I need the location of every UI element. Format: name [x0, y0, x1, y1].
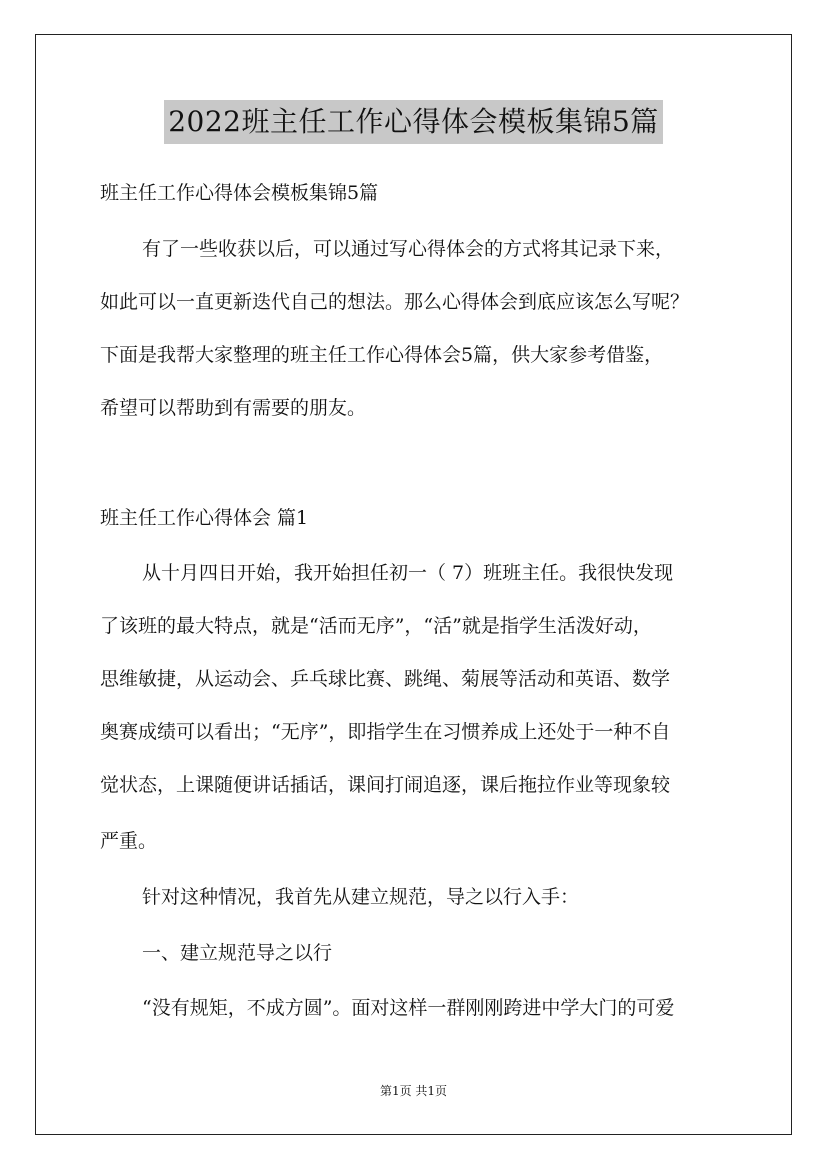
intro-line-4: 希望可以帮助到有需要的朋友。 [100, 397, 367, 419]
section1-heading: 班主任工作心得体会 篇1 [100, 507, 309, 529]
section1-p1-line-4: 奥赛成绩可以看出；“无序”，即指学生在习惯养成上还处于一种不自 [100, 721, 671, 743]
intro-line-2: 如此可以一直更新迭代自己的想法。那么心得体会到底应该怎么写呢？ [100, 291, 690, 313]
section1-p1-line-5: 觉状态，上课随便讲话插话，课间打闹追逐，课后拖拉作业等现象较 [100, 774, 671, 796]
section1-point-1: 一、建立规范导之以行 [142, 942, 333, 964]
document-title-wrapper [0, 100, 827, 144]
section1-p1-line-1: 从十月四日开始，我开始担任初一（ 7）班班主任。我很快发现 [142, 562, 674, 584]
intro-line-1: 有了一些收获以后，可以通过写心得体会的方式将其记录下来， [142, 238, 675, 260]
intro-line-3: 下面是我帮大家整理的班主任工作心得体会5篇，供大家参考借鉴， [100, 344, 664, 366]
section1-p3-line-1: “没有规矩，不成方圆”。面对这样一群刚刚跨进中学大门的可爱 [142, 997, 675, 1019]
section1-p2-line-1: 针对这种情况，我首先从建立规范，导之以行入手： [142, 886, 580, 908]
document-subtitle: 班主任工作心得体会模板集锦5篇 [100, 182, 379, 204]
document-title: 2022班主任工作心得体会模板集锦5篇 [164, 100, 663, 144]
section1-p1-line-6: 严重。 [100, 830, 158, 852]
section1-p1-line-2: 了该班的最大特点，就是“活而无序”，“活”就是指学生活泼好动， [100, 615, 652, 637]
page-footer: 第1页 共1页 [379, 1084, 448, 1098]
section1-p1-line-3: 思维敏捷，从运动会、乒乓球比赛、跳绳、菊展等活动和英语、数学 [100, 668, 671, 690]
